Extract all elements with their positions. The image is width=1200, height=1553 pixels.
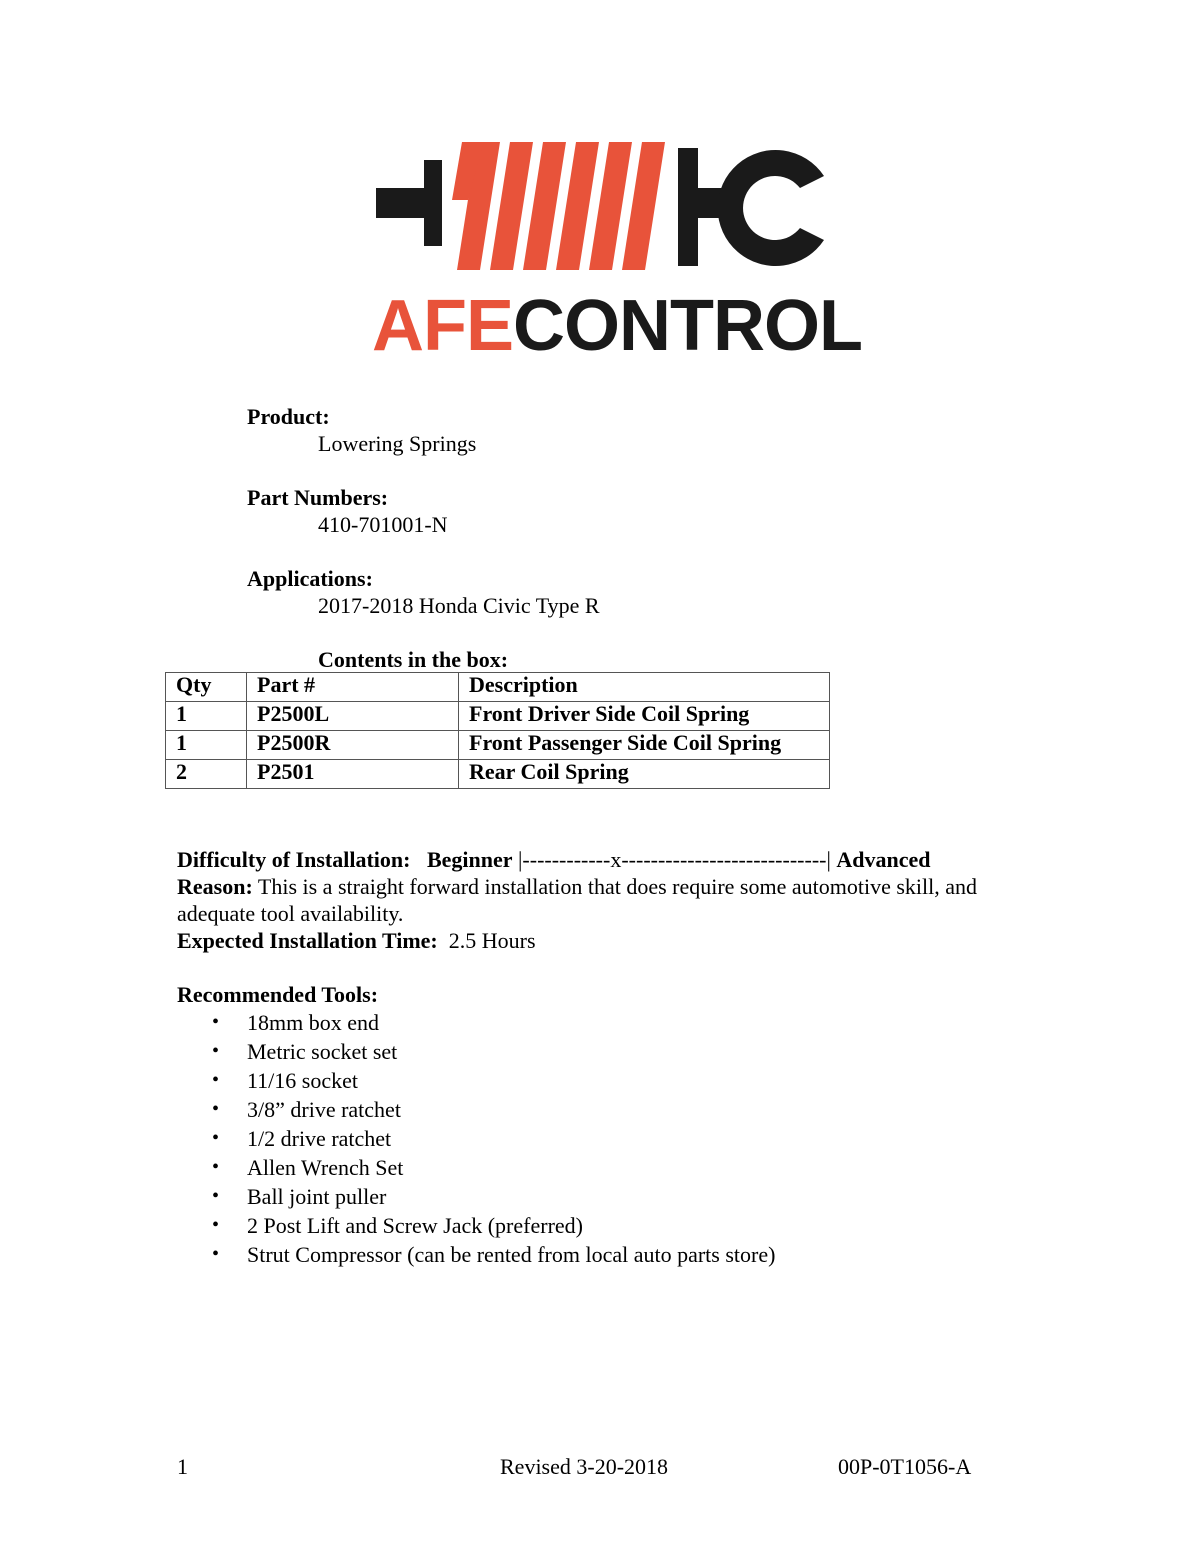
cell-description: Front Passenger Side Coil Spring	[459, 731, 830, 760]
list-item: • Allen Wrench Set	[177, 1153, 775, 1182]
footer-doc-id: 00P-0T1056-A	[838, 1454, 972, 1479]
time-line	[177, 927, 1017, 954]
coil-spring-emblem-icon	[372, 140, 832, 275]
list-item: • 11/16 socket	[177, 1066, 775, 1095]
installation-info	[177, 846, 1017, 954]
cell-description: Front Driver Side Coil Spring	[459, 702, 830, 731]
contents-label: Contents in the box:	[318, 647, 509, 672]
time-value: 2.5 Hours	[448, 928, 536, 953]
list-item: • 18mm box end	[177, 1008, 775, 1037]
list-item: • Metric socket set	[177, 1037, 775, 1066]
difficulty-line	[177, 846, 1017, 873]
tools-label: Recommended Tools:	[177, 982, 379, 1007]
header-qty: Qty	[166, 673, 247, 702]
difficulty-label: Difficulty of Installation:	[177, 847, 411, 872]
difficulty-scale: |------------x----------------------------|	[518, 847, 831, 872]
header-part: Part #	[247, 673, 459, 702]
header-description: Description	[459, 673, 830, 702]
logo-wordmark	[372, 286, 862, 366]
cell-part: P2500R	[247, 731, 459, 760]
product-label: Product:	[247, 404, 330, 429]
cell-part: P2500L	[247, 702, 459, 731]
part-numbers-label: Part Numbers:	[247, 485, 389, 510]
cell-qty: 2	[166, 760, 247, 789]
reason-line	[177, 873, 1007, 927]
contents-table	[165, 672, 830, 789]
table-row	[166, 760, 830, 789]
part-numbers-value: 410-701001-N	[318, 512, 448, 537]
list-item: • 3/8” drive ratchet	[177, 1095, 775, 1124]
applications-label: Applications:	[247, 566, 373, 591]
applications-value: 2017-2018 Honda Civic Type R	[318, 593, 600, 618]
list-item: • 2 Post Lift and Screw Jack (preferred)	[177, 1211, 775, 1240]
footer-revised: Revised 3-20-2018	[500, 1454, 669, 1479]
footer-page-number: 1	[177, 1454, 188, 1479]
cell-qty: 1	[166, 731, 247, 760]
product-value: Lowering Springs	[318, 431, 477, 456]
cell-part: P2501	[247, 760, 459, 789]
tools-list	[177, 1008, 775, 1269]
difficulty-advanced: Advanced	[836, 847, 931, 872]
logo-control-text: CONTROL	[513, 286, 862, 366]
difficulty-beginner: Beginner	[426, 847, 513, 872]
cell-description: Rear Coil Spring	[459, 760, 830, 789]
cell-qty: 1	[166, 702, 247, 731]
time-label: Expected Installation Time:	[177, 928, 438, 953]
table-header-row	[166, 673, 830, 702]
afe-control-logo	[372, 140, 862, 366]
reason-label: Reason:	[177, 874, 253, 899]
list-item: • Strut Compressor (can be rented from local auto parts store)	[177, 1240, 775, 1269]
list-item: • Ball joint puller	[177, 1182, 775, 1211]
reason-text: This is a straight forward installation that does require some automotive skill, and adequate tool availability.	[177, 874, 978, 926]
list-item: • 1/2 drive ratchet	[177, 1124, 775, 1153]
logo-afe-text: AFE	[372, 286, 513, 366]
table-row	[166, 702, 830, 731]
table-row	[166, 731, 830, 760]
